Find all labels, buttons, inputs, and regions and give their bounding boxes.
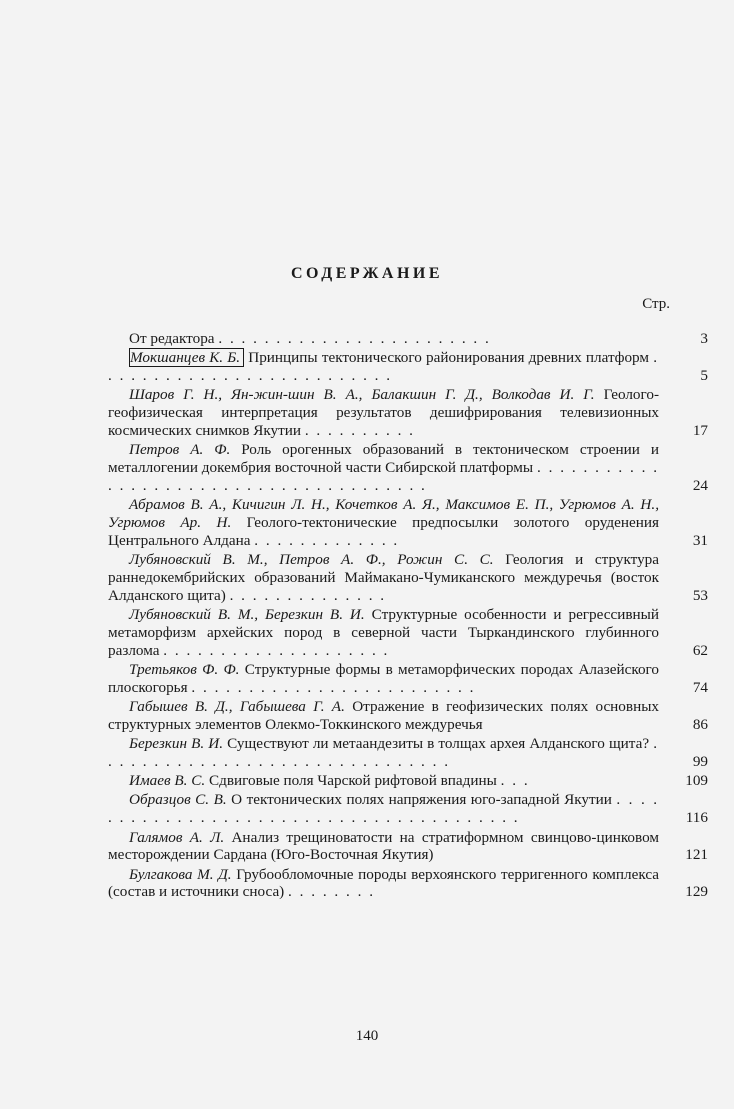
toc-entry-author: Галямов А. Л. — [129, 828, 225, 846]
toc-entry-text — [108, 829, 659, 865]
page-title: СОДЕРЖАНИЕ — [290, 265, 444, 282]
toc-entry — [108, 496, 708, 549]
toc-entry-text — [108, 551, 659, 604]
toc-entry-page: 116 — [685, 809, 708, 827]
toc-entry — [108, 791, 708, 827]
toc-leader-dots: . . . . . . . . . . . . . . . . . . . . . . . . . — [191, 678, 476, 696]
toc-entry-text — [108, 698, 659, 734]
toc-entry — [108, 829, 708, 865]
toc-entry-title: Отражение в геофизических полях основных структурных элементов Олекмо-Токкинского междуречья — [108, 697, 660, 733]
toc-entry-text — [108, 772, 659, 790]
toc-entry — [108, 866, 708, 902]
toc-entry-page: 74 — [692, 678, 708, 696]
toc-entry — [108, 606, 708, 659]
toc-entry-text — [108, 866, 659, 902]
toc-leader-dots: . . . . . . . . . . . . . . . . . . . . . . . . — [218, 330, 491, 347]
toc-entry — [108, 772, 708, 790]
toc-entry-text — [108, 791, 659, 827]
toc-entry-author: Образцов С. В. — [129, 791, 227, 809]
toc-entry-page: 86 — [692, 715, 708, 733]
toc-entry-title: От редактора — [129, 330, 215, 347]
toc-entry-author: Булгакова М. Д. — [129, 865, 232, 883]
toc-entry-page: 3 — [700, 330, 708, 347]
toc-entry-page: 121 — [685, 846, 708, 864]
toc-leader-dots: . . . . . . . . . . . . . . . . . . . . . . . . . . . . . . . . . . . . . . . — [108, 459, 660, 494]
toc-entry-page: 99 — [692, 752, 708, 770]
toc-leader-dots: . . . . . . . . . . . . . . — [229, 586, 387, 604]
toc-entry-author: Березкин В. И. — [129, 735, 224, 753]
table-of-contents — [108, 330, 708, 903]
toc-entry-page: 31 — [692, 531, 708, 549]
toc-entry — [108, 698, 708, 734]
toc-entry-title: О тектонических полях напряжения юго-западной Якутии — [231, 791, 612, 809]
toc-entry-text — [108, 330, 659, 348]
toc-entry-page: 62 — [692, 641, 708, 659]
toc-leader-dots: . . . . . . . . . . . . . . . . . . . . — [163, 641, 390, 659]
toc-entry — [108, 661, 708, 697]
toc-leader-dots: . . . . . . . . . . . . . — [254, 531, 400, 549]
toc-entry — [108, 386, 708, 439]
toc-entry — [108, 735, 708, 771]
toc-entry-page: 5 — [700, 367, 708, 385]
toc-leader-dots: . . . . . . . . . . . . . . . . . . . . . . . . . . — [108, 349, 659, 385]
page-number: 140 — [355, 1028, 379, 1044]
toc-entry-author: Шаров Г. Н., Ян-жин-шин В. А., Балакшин Г. Д., Волкодав И. Г. — [129, 386, 595, 404]
toc-entry — [108, 330, 708, 348]
toc-entry-text — [108, 441, 659, 494]
toc-entry-text — [108, 386, 659, 439]
toc-entry-title: Роль орогенных образований в тектоническом строении и металлогении докембрия восточной части Сибирской платформы — [108, 441, 660, 477]
toc-entry-title: Грубообломочные породы верхоянского терригенного комплекса (состав и источники сноса) — [108, 865, 660, 901]
toc-entry — [108, 551, 708, 604]
toc-leader-dots: . . . . . . . . . . . . . . . . . . . . . . . . . . . . . . . — [108, 735, 659, 770]
toc-entry-title: Сдвиговые поля Чарской рифтовой впадины — [208, 772, 497, 790]
toc-entry-text — [108, 735, 659, 771]
toc-entry-title: Структурные особенности и регрессивный метаморфизм архейских пород в северной части Тыркандинского глубинного разлома — [108, 605, 659, 659]
toc-entry-title: Геолого-тектонические предпосылки золотого оруденения Центрального Алдана — [108, 513, 660, 549]
page-column-header: Стр. — [642, 296, 670, 312]
toc-entry-author: Мокшанцев К. Б. — [129, 348, 244, 367]
toc-entry-page: 17 — [692, 421, 708, 439]
toc-entry-page: 109 — [685, 772, 708, 790]
toc-entry-author: Лубяновский В. М., Петров А. Ф., Рожин С. С. — [129, 551, 494, 569]
toc-entry-text — [108, 661, 659, 697]
toc-entry-title: Существуют ли метаандезиты в толщах архея Алданского щита? — [227, 735, 650, 753]
toc-entry-title: Анализ трещиноватости на стратиформном свинцово-цинковом месторождении Сардана (Юго-Восточная Якутия) — [108, 828, 660, 864]
toc-entry — [108, 441, 708, 494]
toc-entry-text — [108, 349, 659, 385]
toc-leader-dots: . . . . . . . . — [288, 883, 375, 901]
toc-entry-author: Имаев В. С. — [129, 772, 206, 790]
toc-leader-dots: . . . . . . . . . . — [304, 421, 415, 439]
toc-entry-author: Абрамов В. А., Кичигин Л. Н., Кочетков А. Я., Максимов Е. П., Угрюмов А. Н., Угрюмов Ар. Н. — [108, 496, 659, 531]
toc-entry-author: Петров А. Ф. — [129, 441, 231, 459]
toc-entry-text — [108, 606, 659, 659]
toc-leader-dots: . . . — [500, 772, 530, 790]
toc-entry-text — [108, 496, 659, 549]
toc-entry-author: Габышев В. Д., Габышева Г. А. — [129, 697, 345, 715]
toc-leader-dots: . . . . . . . . . . . . . . . . . . . . . . . . . . . . . . . . . . . . . . . . — [108, 791, 660, 827]
toc-entry-title: Геология и структура раннедокембрийских образований Маймакано-Чумиканского междуречья (восток Алданского щита) — [108, 551, 659, 604]
toc-entry-title: Геолого-геофизическая интерпретация результатов дешифрирования телевизионных космических снимков Якутии — [108, 386, 660, 439]
toc-entry-title: Принципы тектонического районирования древних платформ — [248, 349, 650, 367]
toc-entry-title: Структурные формы в метаморфических породах Алазейского плоскогорья — [108, 660, 659, 696]
toc-entry-author: Лубяновский В. М., Березкин В. И. — [129, 605, 365, 623]
toc-entry-page: 53 — [692, 586, 708, 604]
toc-entry-page: 129 — [685, 883, 708, 901]
toc-entry-author: Третьяков Ф. Ф. — [129, 660, 240, 678]
toc-entry-page: 24 — [692, 476, 708, 494]
toc-entry — [108, 349, 708, 385]
